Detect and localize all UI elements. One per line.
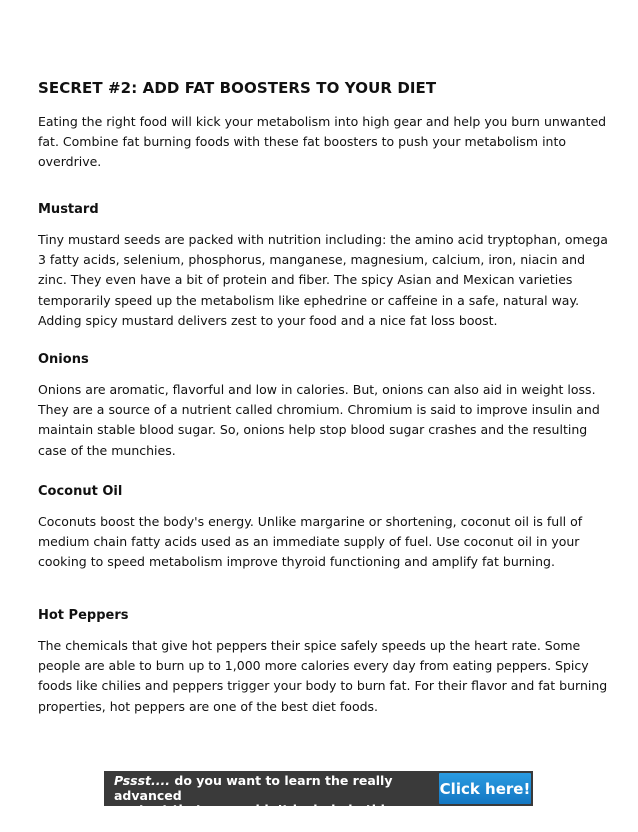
section-heading: Coconut Oil [38, 484, 123, 499]
section-coconut-oil [38, 482, 608, 573]
section-onions [38, 350, 608, 461]
section-heading: Hot Peppers [38, 608, 129, 623]
intro-paragraph: Eating the right food will kick your metabolism into high gear and help you burn unwanted fat. Combine fat burning foods with these fat boosters to push your metabolism into overdrive. [38, 114, 607, 170]
document-page [38, 78, 608, 714]
section-heading: Mustard [38, 202, 99, 217]
banner-lead: Pssst.... [114, 773, 171, 788]
section-body: Coconuts boost the body's energy. Unlike margarine or shortening, coconut oil is full of medium chain fatty acids used as an immediate supply of fuel. Use coconut oil in your cooking to speed metabolism improve thyroid functioning and amplify fat burning. [38, 514, 583, 570]
section-body: Tiny mustard seeds are packed with nutrition including: the amino acid tryptophan, omega 3 fatty acids, selenium, phosphorus, manganese, magnesium, calcium, iron, niacin and zinc. They even have a bit of protein and fiber. The spicy Asian and Mexican varieties temporarily speed up the metabolism like ephedrine or caffeine in a safe, natural way. Adding spicy mustard delivers zest to your food and a nice fat loss boost. [38, 232, 608, 328]
page-title: SECRET #2: ADD FAT BOOSTERS TO YOUR DIET [38, 79, 437, 97]
click-here-button[interactable]: Click here! [439, 773, 531, 804]
banner-line-1 [114, 774, 439, 803]
banner-line-2: content that we couldn’t include in this eBook? [114, 802, 393, 832]
section-body: Onions are aromatic, flavorful and low in calories. But, onions can also aid in weight loss. They are a source of a nutrient called chromium. Chromium is said to improve insulin and maintain stable blood sugar. So, onions help stop blood sugar crashes and the resulting case of the munchies. [38, 382, 600, 458]
banner-line-1-rest: do you want to learn the really advanced [114, 773, 393, 803]
section-heading: Onions [38, 352, 89, 367]
section-hot-peppers [38, 606, 608, 717]
section-mustard [38, 200, 608, 331]
section-body: The chemicals that give hot peppers their spice safely speeds up the heart rate. Some people are able to burn up to 1,000 more calories every day from eating peppers. Spicy foods like chilies and peppers trigger your body to burn fat. For their flavor and fat burning properties, hot peppers are one of the best diet foods. [38, 638, 608, 714]
banner-text [104, 771, 439, 832]
advanced-content-banner[interactable] [104, 771, 533, 832]
